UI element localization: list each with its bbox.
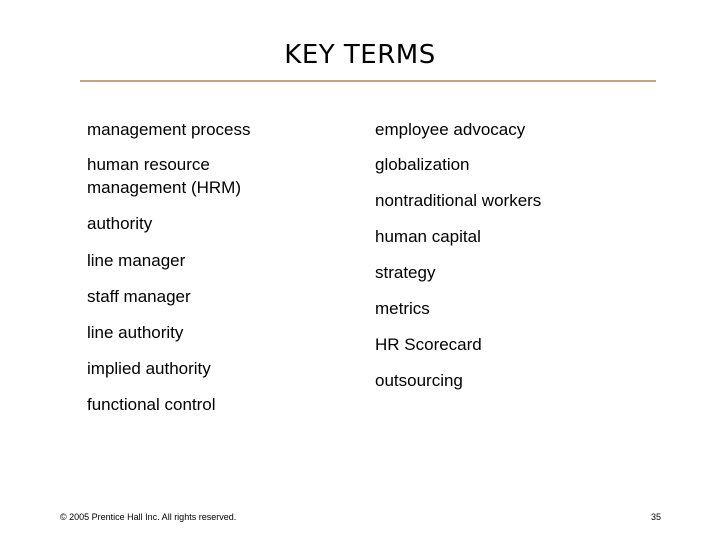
term-management-hrm: management (HRM) — [87, 178, 241, 197]
term-nontraditional-workers: nontraditional workers — [375, 191, 542, 210]
term-line-manager: line manager — [87, 251, 186, 270]
slide-title: KEY TERMS — [284, 40, 436, 70]
term-human-capital: human capital — [375, 227, 481, 246]
term-human-resource: human resource — [87, 155, 210, 174]
term-functional-control: functional control — [87, 395, 216, 414]
term-management-process: management process — [87, 120, 251, 139]
term-implied-authority: implied authority — [87, 359, 211, 378]
term-outsourcing: outsourcing — [375, 371, 463, 390]
term-strategy: strategy — [375, 263, 436, 282]
term-authority: authority — [87, 214, 153, 233]
term-staff-manager: staff manager — [87, 287, 191, 306]
title-underline — [80, 80, 656, 82]
page-number: 35 — [651, 512, 662, 522]
term-employee-advocacy: employee advocacy — [375, 120, 526, 139]
term-line-authority: line authority — [87, 323, 184, 342]
term-metrics: metrics — [375, 299, 430, 318]
copyright-notice: © 2005 Prentice Hall Inc. All rights reserved. — [60, 512, 237, 522]
term-hr-scorecard: HR Scorecard — [375, 335, 482, 354]
term-globalization: globalization — [375, 155, 470, 174]
